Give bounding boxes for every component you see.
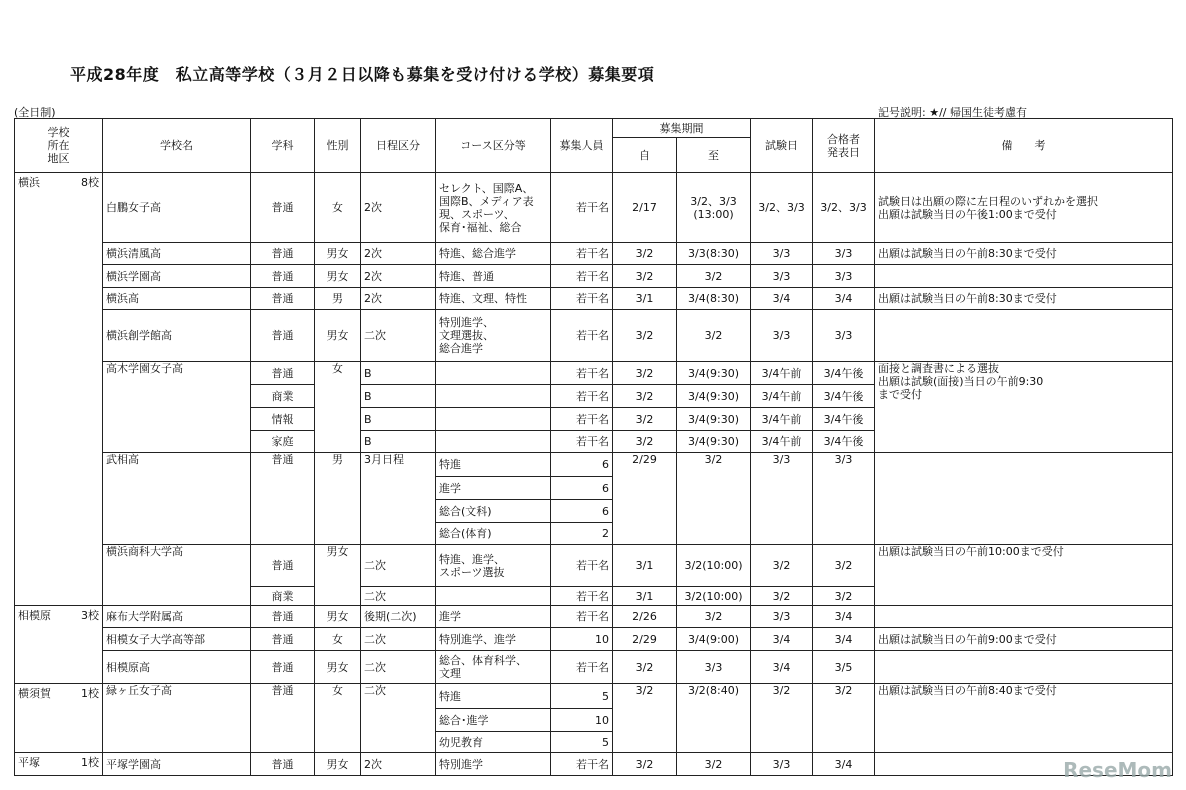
cell-department: 商業 xyxy=(251,587,315,606)
cell-result-date: 3/4午後 xyxy=(813,385,875,408)
cell-course: 特進、進学、 スポーツ選抜 xyxy=(436,545,551,587)
cell-notes: 出願は試験当日の午前8:30まで受付 xyxy=(875,288,1173,310)
cell-exam-date: 3/3 xyxy=(751,453,813,545)
region-school-count: 3校 xyxy=(81,609,99,622)
cell-course xyxy=(436,385,551,408)
table-row xyxy=(15,362,1173,385)
cell-sex: 男女 xyxy=(315,606,361,628)
cell-period-to: 3/4(9:30) xyxy=(677,362,751,385)
cell-exam-date: 3/2、3/3 xyxy=(751,173,813,243)
cell-region xyxy=(15,606,103,684)
cell-department: 普通 xyxy=(251,684,315,753)
table-row xyxy=(15,453,1173,477)
cell-quota: 若干名 xyxy=(551,606,613,628)
cell-notes xyxy=(875,310,1173,362)
header-period: 募集期間 xyxy=(613,119,751,138)
cell-course xyxy=(436,408,551,431)
cell-department: 普通 xyxy=(251,310,315,362)
cell-course: 幼児教育 xyxy=(436,732,551,753)
cell-result-date: 3/4午後 xyxy=(813,408,875,431)
cell-schedule: 二次 xyxy=(361,587,436,606)
header-period-from: 自 xyxy=(613,138,677,173)
cell-course: セレクト、国際A、 国際B、メディア表 現、スポーツ、 保育･福祉、総合 xyxy=(436,173,551,243)
region-school-count: 1校 xyxy=(81,756,99,769)
cell-department: 普通 xyxy=(251,753,315,776)
cell-quota: 5 xyxy=(551,684,613,709)
cell-period-from: 3/2 xyxy=(613,431,677,453)
cell-school-name: 高木学園女子高 xyxy=(103,362,251,453)
cell-schedule: 二次 xyxy=(361,651,436,684)
cell-department: 商業 xyxy=(251,385,315,408)
cell-quota: 5 xyxy=(551,732,613,753)
table-row xyxy=(15,545,1173,587)
table-row xyxy=(15,606,1173,628)
cell-schedule: 二次 xyxy=(361,628,436,651)
cell-schedule: 2次 xyxy=(361,173,436,243)
header-sex: 性別 xyxy=(315,119,361,173)
cell-result-date: 3/3 xyxy=(813,310,875,362)
cell-quota: 若干名 xyxy=(551,243,613,265)
cell-exam-date: 3/3 xyxy=(751,753,813,776)
region-name: 横浜 xyxy=(18,176,40,189)
cell-result-date: 3/3 xyxy=(813,453,875,545)
cell-sex: 男女 xyxy=(315,265,361,288)
cell-period-to: 3/2 xyxy=(677,606,751,628)
cell-schedule: B xyxy=(361,431,436,453)
cell-region xyxy=(15,684,103,753)
cell-quota: 若干名 xyxy=(551,173,613,243)
cell-period-to: 3/2(8:40) xyxy=(677,684,751,753)
header-notes: 備 考 xyxy=(875,119,1173,173)
table-row xyxy=(15,310,1173,362)
cell-exam-date: 3/4 xyxy=(751,628,813,651)
cell-quota: 2 xyxy=(551,523,613,545)
cell-region xyxy=(15,173,103,606)
cell-quota: 10 xyxy=(551,709,613,732)
cell-period-from: 3/2 xyxy=(613,243,677,265)
cell-quota: 若干名 xyxy=(551,587,613,606)
cell-sex: 男 xyxy=(315,453,361,545)
cell-course: 総合(体育) xyxy=(436,523,551,545)
cell-period-to: 3/4(9:30) xyxy=(677,408,751,431)
cell-course xyxy=(436,362,551,385)
region-label xyxy=(18,687,99,700)
cell-result-date: 3/3 xyxy=(813,265,875,288)
cell-result-date: 3/4 xyxy=(813,606,875,628)
table-row xyxy=(15,243,1173,265)
cell-school-name: 緑ヶ丘女子高 xyxy=(103,684,251,753)
cell-period-to: 3/3(8:30) xyxy=(677,243,751,265)
cell-period-from: 3/2 xyxy=(613,408,677,431)
cell-period-to: 3/4(8:30) xyxy=(677,288,751,310)
cell-exam-date: 3/2 xyxy=(751,545,813,587)
cell-schedule: 2次 xyxy=(361,243,436,265)
cell-exam-date: 3/2 xyxy=(751,587,813,606)
cell-quota: 若干名 xyxy=(551,651,613,684)
cell-period-from: 3/1 xyxy=(613,288,677,310)
cell-school-name: 横浜商科大学高 xyxy=(103,545,251,606)
cell-department: 普通 xyxy=(251,265,315,288)
cell-department: 普通 xyxy=(251,628,315,651)
cell-sex: 男女 xyxy=(315,243,361,265)
cell-period-to: 3/2、3/3 (13:00) xyxy=(677,173,751,243)
cell-course: 特別進学 xyxy=(436,753,551,776)
cell-sex: 女 xyxy=(315,684,361,753)
cell-quota: 10 xyxy=(551,628,613,651)
cell-quota: 若干名 xyxy=(551,753,613,776)
cell-period-from: 3/2 xyxy=(613,385,677,408)
header-result-date: 合格者 発表日 xyxy=(813,119,875,173)
cell-notes xyxy=(875,606,1173,628)
cell-quota: 6 xyxy=(551,453,613,477)
cell-schedule: 後期(二次) xyxy=(361,606,436,628)
cell-department: 情報 xyxy=(251,408,315,431)
cell-result-date: 3/4 xyxy=(813,628,875,651)
cell-schedule: 2次 xyxy=(361,753,436,776)
region-label xyxy=(18,609,99,622)
cell-quota: 若干名 xyxy=(551,265,613,288)
cell-period-from: 3/2 xyxy=(613,753,677,776)
cell-department: 普通 xyxy=(251,362,315,385)
cell-period-to: 3/2(10:00) xyxy=(677,587,751,606)
cell-course: 特進 xyxy=(436,453,551,477)
header-course: コース区分等 xyxy=(436,119,551,173)
cell-notes: 出願は試験当日の午前10:00まで受付 xyxy=(875,545,1173,606)
cell-period-to: 3/4(9:30) xyxy=(677,431,751,453)
schedule-type-label: (全日制) xyxy=(14,106,56,119)
cell-quota: 若干名 xyxy=(551,362,613,385)
cell-course xyxy=(436,431,551,453)
cell-notes: 出願は試験当日の午前8:40まで受付 xyxy=(875,684,1173,753)
cell-sex: 女 xyxy=(315,173,361,243)
cell-course: 総合、体育科学、 文理 xyxy=(436,651,551,684)
cell-school-name: 横浜創学館高 xyxy=(103,310,251,362)
cell-period-to: 3/2 xyxy=(677,265,751,288)
cell-department: 普通 xyxy=(251,173,315,243)
region-label xyxy=(18,756,99,769)
table-row xyxy=(15,265,1173,288)
cell-period-from: 3/2 xyxy=(613,265,677,288)
cell-sex: 女 xyxy=(315,628,361,651)
cell-period-to: 3/2 xyxy=(677,753,751,776)
cell-period-to: 3/2 xyxy=(677,310,751,362)
cell-course: 特進 xyxy=(436,684,551,709)
cell-school-name: 横浜学園高 xyxy=(103,265,251,288)
table-row xyxy=(15,753,1173,776)
cell-quota: 若干名 xyxy=(551,545,613,587)
cell-course: 特進、文理、特性 xyxy=(436,288,551,310)
cell-period-to: 3/2 xyxy=(677,453,751,545)
region-school-count: 8校 xyxy=(81,176,99,189)
table-row xyxy=(15,288,1173,310)
header-exam-date: 試験日 xyxy=(751,119,813,173)
cell-department: 普通 xyxy=(251,651,315,684)
table-body xyxy=(15,173,1173,776)
cell-notes xyxy=(875,651,1173,684)
cell-schedule: 3月日程 xyxy=(361,453,436,545)
header-school-name: 学校名 xyxy=(103,119,251,173)
cell-period-from: 3/2 xyxy=(613,684,677,753)
region-school-count: 1校 xyxy=(81,687,99,700)
cell-course: 進学 xyxy=(436,477,551,500)
cell-quota: 若干名 xyxy=(551,431,613,453)
cell-schedule: B xyxy=(361,362,436,385)
cell-exam-date: 3/2 xyxy=(751,684,813,753)
cell-result-date: 3/2 xyxy=(813,587,875,606)
header-period-to: 至 xyxy=(677,138,751,173)
cell-quota: 6 xyxy=(551,477,613,500)
table-row xyxy=(15,651,1173,684)
cell-period-from: 3/1 xyxy=(613,545,677,587)
table-row xyxy=(15,173,1173,243)
cell-course xyxy=(436,587,551,606)
cell-result-date: 3/2 xyxy=(813,545,875,587)
table-row xyxy=(15,628,1173,651)
cell-school-name: 平塚学園高 xyxy=(103,753,251,776)
symbol-legend: 記号説明: ★// 帰国生徒考慮有 xyxy=(878,106,1027,119)
cell-result-date: 3/2 xyxy=(813,684,875,753)
header-department: 学科 xyxy=(251,119,315,173)
cell-result-date: 3/2、3/3 xyxy=(813,173,875,243)
cell-schedule: 二次 xyxy=(361,545,436,587)
cell-result-date: 3/4 xyxy=(813,288,875,310)
cell-exam-date: 3/4午前 xyxy=(751,408,813,431)
cell-schedule: B xyxy=(361,408,436,431)
cell-period-from: 3/2 xyxy=(613,310,677,362)
cell-period-to: 3/4(9:00) xyxy=(677,628,751,651)
cell-result-date: 3/4 xyxy=(813,753,875,776)
cell-exam-date: 3/3 xyxy=(751,310,813,362)
cell-sex: 男女 xyxy=(315,545,361,606)
cell-department: 普通 xyxy=(251,288,315,310)
page-title: 平成28年度 私立高等学校（３月２日以降も募集を受け付ける学校）募集要項 xyxy=(70,65,655,84)
cell-period-from: 3/2 xyxy=(613,362,677,385)
cell-result-date: 3/5 xyxy=(813,651,875,684)
cell-sex: 男女 xyxy=(315,651,361,684)
cell-exam-date: 3/4午前 xyxy=(751,385,813,408)
cell-school-name: 相模原高 xyxy=(103,651,251,684)
table-row xyxy=(15,684,1173,709)
header-quota: 募集人員 xyxy=(551,119,613,173)
cell-notes: 面接と調査書による選抜 出願は試験(面接)当日の午前9:30 まで受付 xyxy=(875,362,1173,453)
cell-quota: 若干名 xyxy=(551,408,613,431)
region-name: 横須賀 xyxy=(18,687,51,700)
admissions-table xyxy=(14,118,1173,776)
cell-school-name: 横浜清風高 xyxy=(103,243,251,265)
cell-sex: 男 xyxy=(315,288,361,310)
cell-course: 特進、普通 xyxy=(436,265,551,288)
cell-department: 普通 xyxy=(251,606,315,628)
cell-notes: 出願は試験当日の午前8:30まで受付 xyxy=(875,243,1173,265)
cell-period-from: 2/29 xyxy=(613,453,677,545)
cell-notes: 試験日は出願の際に左日程のいずれかを選択 出願は試験当日の午後1:00まで受付 xyxy=(875,173,1173,243)
cell-school-name: 武相高 xyxy=(103,453,251,545)
cell-department: 普通 xyxy=(251,453,315,545)
cell-period-from: 3/2 xyxy=(613,651,677,684)
cell-exam-date: 3/3 xyxy=(751,265,813,288)
cell-schedule: 2次 xyxy=(361,265,436,288)
cell-department: 家庭 xyxy=(251,431,315,453)
cell-course: 特別進学、進学 xyxy=(436,628,551,651)
header-schedule: 日程区分 xyxy=(361,119,436,173)
cell-exam-date: 3/4 xyxy=(751,288,813,310)
cell-sex: 男女 xyxy=(315,310,361,362)
cell-exam-date: 3/3 xyxy=(751,606,813,628)
cell-notes xyxy=(875,453,1173,545)
cell-exam-date: 3/4午前 xyxy=(751,362,813,385)
cell-department: 普通 xyxy=(251,243,315,265)
cell-notes: 出願は試験当日の午前9:00まで受付 xyxy=(875,628,1173,651)
cell-course: 特別進学、 文理選抜、 総合進学 xyxy=(436,310,551,362)
cell-quota: 若干名 xyxy=(551,310,613,362)
cell-period-from: 2/29 xyxy=(613,628,677,651)
cell-sex: 女 xyxy=(315,362,361,453)
cell-schedule: 二次 xyxy=(361,310,436,362)
cell-course: 総合･進学 xyxy=(436,709,551,732)
cell-course: 進学 xyxy=(436,606,551,628)
cell-exam-date: 3/4 xyxy=(751,651,813,684)
cell-period-from: 3/1 xyxy=(613,587,677,606)
cell-school-name: 麻布大学附属高 xyxy=(103,606,251,628)
cell-course: 総合(文科) xyxy=(436,500,551,523)
cell-schedule: 2次 xyxy=(361,288,436,310)
cell-period-to: 3/2(10:00) xyxy=(677,545,751,587)
cell-period-from: 2/26 xyxy=(613,606,677,628)
resemom-logo: ReseMom xyxy=(1063,758,1172,782)
region-name: 相模原 xyxy=(18,609,51,622)
cell-quota: 若干名 xyxy=(551,288,613,310)
cell-course: 特進、総合進学 xyxy=(436,243,551,265)
cell-schedule: B xyxy=(361,385,436,408)
cell-quota: 若干名 xyxy=(551,385,613,408)
cell-period-from: 2/17 xyxy=(613,173,677,243)
cell-quota: 6 xyxy=(551,500,613,523)
cell-notes xyxy=(875,265,1173,288)
cell-result-date: 3/4午後 xyxy=(813,431,875,453)
cell-result-date: 3/4午後 xyxy=(813,362,875,385)
cell-school-name: 白鵬女子高 xyxy=(103,173,251,243)
cell-exam-date: 3/3 xyxy=(751,243,813,265)
header-region: 学校 所在 地区 xyxy=(15,119,103,173)
cell-period-to: 3/3 xyxy=(677,651,751,684)
cell-department: 普通 xyxy=(251,545,315,587)
cell-schedule: 二次 xyxy=(361,684,436,753)
cell-school-name: 相模女子大学高等部 xyxy=(103,628,251,651)
region-name: 平塚 xyxy=(18,756,40,769)
cell-result-date: 3/3 xyxy=(813,243,875,265)
cell-period-to: 3/4(9:30) xyxy=(677,385,751,408)
cell-school-name: 横浜高 xyxy=(103,288,251,310)
cell-exam-date: 3/4午前 xyxy=(751,431,813,453)
cell-region xyxy=(15,753,103,776)
cell-sex: 男女 xyxy=(315,753,361,776)
region-label xyxy=(18,176,99,189)
